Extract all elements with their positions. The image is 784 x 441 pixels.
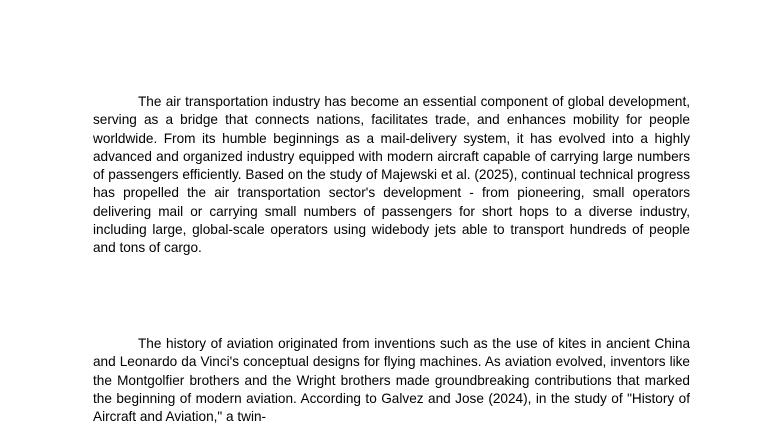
- body-paragraph-air-transportation: The air transportation industry has become an essential component of global development, serving as a bridge that connects nations, facilitates trade, and enhances mobility for people worldwide. From its humble beginnings as a mail-delivery system, it has evolved into a highly advanced and organized industry equipped with modern aircraft capable of carrying large numbers of passengers efficiently. Based on the study of Majewski et al. (2025), continual technical progress has propelled the air transportation sector's development - from pioneering, small operators delivering mail or carrying small numbers of passengers for short hops to a diverse industry, including large, global-scale operators using widebody jets able to transport hundreds of people and tons of cargo.: [93, 94, 690, 256]
- body-paragraph-history-of-aviation: The history of aviation originated from inventions such as the use of kites in ancient China and Leonardo da Vinci's conceptual designs for flying machines. As aviation evolved, inventors like the Montgolfier brothers and the Wright brothers made groundbreaking contributions that marked the beginning of modern aviation. According to Galvez and Jose (2024), in the study of "History of Aircraft and Aviation," a twin-: [93, 336, 690, 425]
